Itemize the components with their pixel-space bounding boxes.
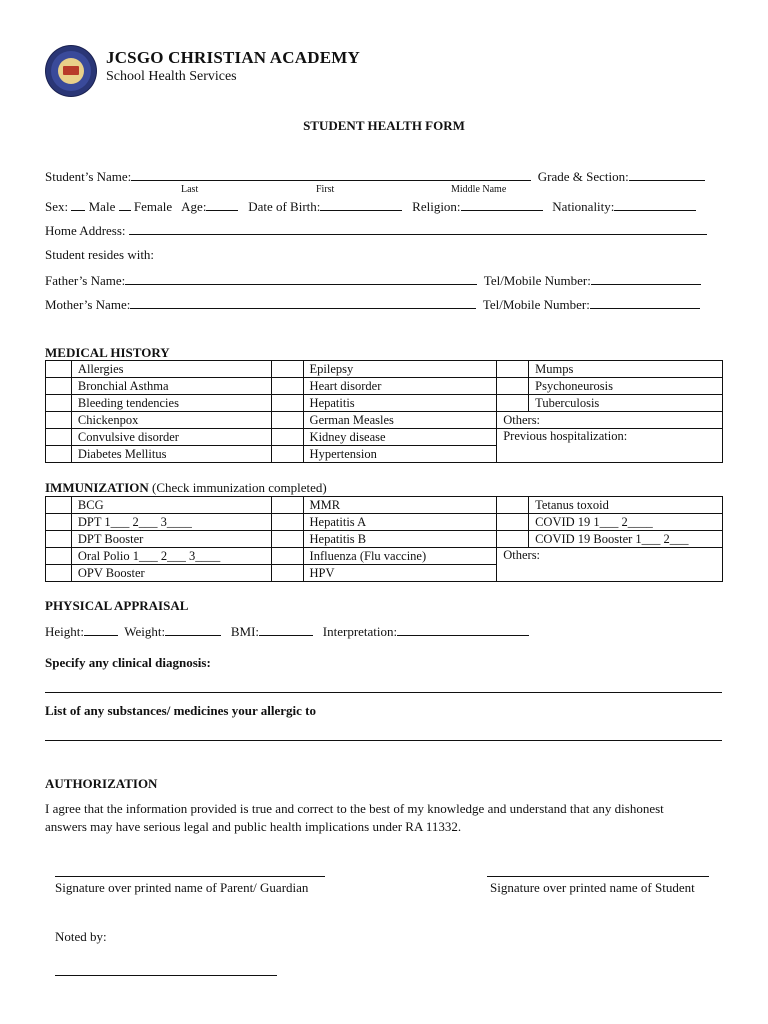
checkbox[interactable] [46,514,72,531]
table-row [46,378,723,395]
school-subtitle: School Health Services [106,69,237,84]
checkbox[interactable] [497,395,529,412]
vaccine-item: OPV Booster [71,565,271,582]
male-field[interactable] [71,198,85,211]
table-row [46,395,723,412]
form-title: STUDENT HEALTH FORM [303,118,465,133]
female-label: Female [133,199,173,214]
father-tel-label: Tel/Mobile Number: [483,273,591,288]
checkbox[interactable] [46,361,72,378]
sex-label: Sex: [45,199,69,214]
table-row [46,429,723,446]
checkbox[interactable] [46,429,72,446]
condition-item: Epilepsy [303,361,497,378]
condition-item: Diabetes Mellitus [71,446,271,463]
checkbox[interactable] [46,531,72,548]
weight-label: Weight: [124,624,166,639]
condition-item: Hypertension [303,446,497,463]
checkbox[interactable] [46,497,72,514]
student-name-field[interactable] [131,168,531,181]
physical-appraisal-title: PHYSICAL APPRAISAL [45,598,189,613]
address-row [45,222,707,239]
male-label: Male [88,199,116,214]
vaccine-item: MMR [303,497,497,514]
checkbox[interactable] [271,548,303,565]
checkbox[interactable] [271,497,303,514]
grade-section-field[interactable] [629,168,705,181]
condition-item: Bleeding tendencies [71,395,271,412]
checkbox[interactable] [46,378,72,395]
school-name: JCSGO CHRISTIAN ACADEMY [106,48,360,67]
condition-item: Psychoneurosis [529,378,723,395]
checkbox[interactable] [46,395,72,412]
interpretation-field[interactable] [397,623,529,636]
dob-label: Date of Birth: [248,199,321,214]
immunization-heading [45,480,327,496]
authorization-text-line2: answers may have serious legal and public health implications under RA 11332. [45,819,462,834]
checkbox[interactable] [271,514,303,531]
checkbox[interactable] [497,497,529,514]
checkbox[interactable] [271,446,303,463]
interpretation-label: Interpretation: [322,624,398,639]
female-field[interactable] [119,198,131,211]
mother-name-label: Mother’s Name: [45,297,131,312]
medical-history-table [45,360,723,463]
checkbox[interactable] [497,514,529,531]
age-field[interactable] [206,198,238,211]
condition-item: Hepatitis [303,395,497,412]
clinical-diagnosis-field[interactable] [45,692,722,693]
grade-section-label: Grade & Section: [537,169,629,184]
allergy-list-field[interactable] [45,740,722,741]
father-tel-field[interactable] [591,272,701,285]
dob-field[interactable] [320,198,402,211]
vaccine-item: Tetanus toxoid [529,497,723,514]
school-logo [46,46,96,96]
physical-row [45,623,529,640]
parent-signature-label: Signature over printed name of Parent/ Guardian [55,880,309,895]
checkbox[interactable] [271,412,303,429]
caption-middle-name: Middle Name [451,184,507,195]
home-address-label: Home Address: [45,223,126,238]
table-row [46,497,723,514]
condition-item: Heart disorder [303,378,497,395]
mother-tel-label: Tel/Mobile Number: [482,297,590,312]
checkbox[interactable] [497,361,529,378]
sex-row [45,198,696,215]
checkbox[interactable] [46,565,72,582]
vaccine-item: Oral Polio 1___ 2___ 3____ [71,548,271,565]
caption-last: Last [181,184,199,195]
vaccine-item: Hepatitis A [303,514,497,531]
student-name-label: Student’s Name: [45,169,132,184]
mother-row [45,296,700,313]
checkbox[interactable] [271,565,303,582]
resides-with-label: Student resides with: [45,247,155,262]
condition-item: Allergies [71,361,271,378]
immunization-note: (Check immunization completed) [152,480,327,495]
father-name-label: Father’s Name: [45,273,126,288]
father-name-field[interactable] [125,272,477,285]
table-row [46,531,723,548]
condition-item: Convulsive disorder [71,429,271,446]
checkbox[interactable] [497,378,529,395]
condition-item: Kidney disease [303,429,497,446]
checkbox[interactable] [46,412,72,429]
condition-item: German Measles [303,412,497,429]
checkbox[interactable] [271,531,303,548]
checkbox[interactable] [497,531,529,548]
vaccine-item: DPT Booster [71,531,271,548]
home-address-field[interactable] [129,222,707,235]
table-row [46,548,723,565]
bmi-label: BMI: [230,624,260,639]
checkbox[interactable] [271,361,303,378]
height-label: Height: [45,624,84,639]
religion-label: Religion: [412,199,461,214]
checkbox[interactable] [271,429,303,446]
condition-item: Tuberculosis [529,395,723,412]
caption-first: First [316,184,335,195]
student-signature-line[interactable] [487,876,709,877]
condition-item: Chickenpox [71,412,271,429]
height-field[interactable] [84,623,118,636]
student-signature-label: Signature over printed name of Student [490,880,695,895]
authorization-text-line1: I agree that the information provided is true and correct to the best of my knowledge and understand that any dishonest [45,801,664,816]
immunization-others-field[interactable]: Others: [497,548,723,582]
father-row [45,272,701,289]
condition-item: Mumps [529,361,723,378]
student-name-row [45,168,705,185]
checkbox[interactable] [271,395,303,412]
vaccine-item: HPV [303,565,497,582]
religion-field[interactable] [461,198,543,211]
checkbox[interactable] [271,378,303,395]
vaccine-item: DPT 1___ 2___ 3____ [71,514,271,531]
nationality-label: Nationality: [552,199,615,214]
medical-history-title: MEDICAL HISTORY [45,345,170,360]
bmi-field[interactable] [259,623,313,636]
noted-by-label: Noted by: [55,929,107,944]
authorization-title: AUTHORIZATION [45,776,158,791]
nationality-field[interactable] [614,198,696,211]
vaccine-item: Hepatitis B [303,531,497,548]
immunization-table [45,496,723,582]
table-row [46,412,723,429]
vaccine-item: Influenza (Flu vaccine) [303,548,497,565]
table-row [46,514,723,531]
mother-name-field[interactable] [130,296,476,309]
vaccine-item: COVID 19 1___ 2____ [529,514,723,531]
noted-by-signature-line[interactable] [55,975,277,976]
previous-hospitalization-field[interactable]: Previous hospitalization: [497,429,723,463]
parent-signature-line[interactable] [55,876,325,877]
immunization-title: IMMUNIZATION [45,480,149,495]
vaccine-item: BCG [71,497,271,514]
table-row [46,361,723,378]
clinical-diagnosis-label: Specify any clinical diagnosis: [45,655,211,670]
checkbox[interactable] [46,446,72,463]
others-field[interactable]: Others: [497,412,723,429]
checkbox[interactable] [46,548,72,565]
age-label: Age: [181,199,207,214]
weight-field[interactable] [165,623,221,636]
mother-tel-field[interactable] [590,296,700,309]
condition-item: Bronchial Asthma [71,378,271,395]
vaccine-item: COVID 19 Booster 1___ 2___ [529,531,723,548]
allergy-list-label: List of any substances/ medicines your allergic to [45,703,316,718]
